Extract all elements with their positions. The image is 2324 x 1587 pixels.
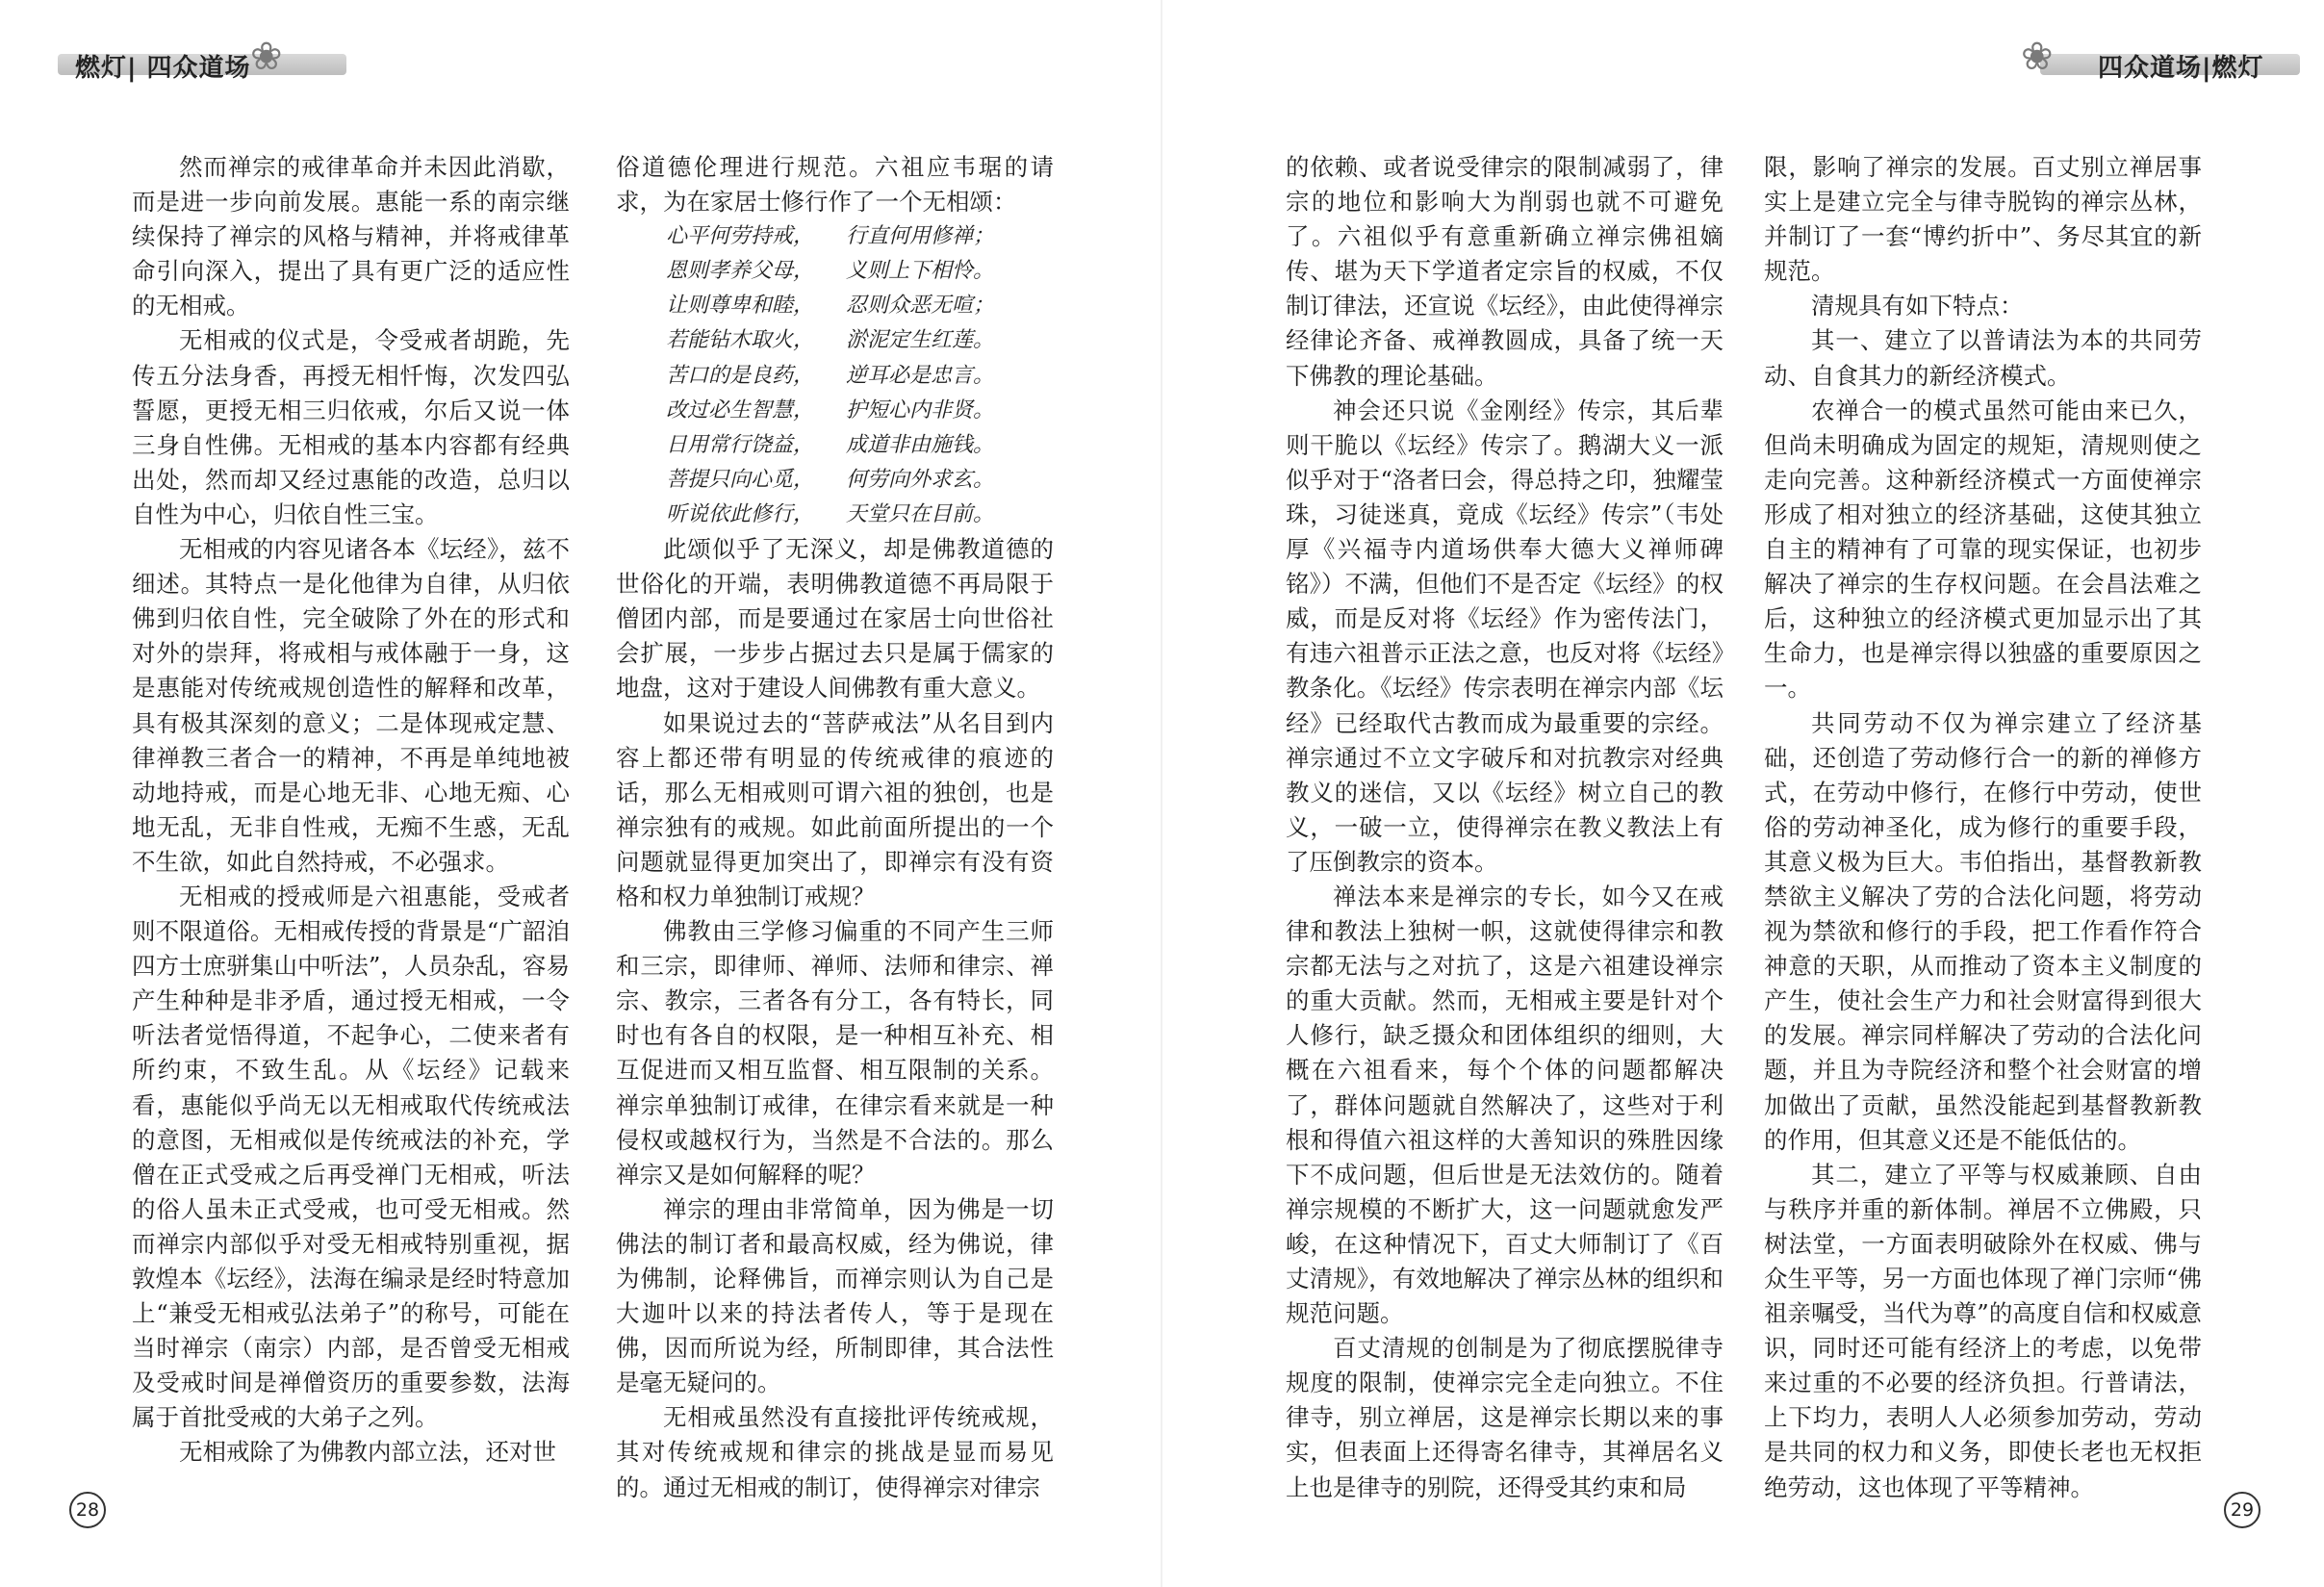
verse-line: 菩提只向心觅， 何劳向外求玄。 — [666, 467, 995, 492]
lotus-ornament-icon: ❀ — [2021, 35, 2054, 79]
paragraph: 的依赖、或者说受律宗的限制减弱了，律宗的地位和影响大为削弱也就不可避免了。六祖似乎有意重新确立禅宗佛祖嫡传、堪为天下学道者定宗旨的权威，不仅制订律法，还宣说《坛经》，由此使得禅宗经律论齐备、戒禅教圆成，具备了统一天下佛教的理论基础。 — [1286, 153, 1724, 390]
verse-line: 若能钻木取火， 淤泥定生红莲。 — [666, 328, 995, 353]
page-number: 28 — [69, 1492, 106, 1528]
paragraph: 无相戒虽然没有直接批评传统戒规，其对传统戒规和律宗的挑战是显而易见的。通过无相戒的制订，使得禅宗对律宗 — [616, 1403, 1054, 1501]
lotus-ornament-icon: ❀ — [250, 35, 283, 79]
verse-line: 苦口的是良药， 逆耳必是忠言。 — [666, 363, 995, 388]
paragraph: 佛教由三学修习偏重的不同产生三师和三宗，即律师、禅师、法师和律宗、禅宗、教宗，三者各有分工，各有特长，同时也有各自的权限，是一种相互补充、相互促进而又相互监督、相互限制的关系。禅宗单独制订戒律，在律宗看来就是一种侵权或越权行为，当然是不合法的。那么禅宗又是如何解释的呢？ — [616, 917, 1054, 1189]
column-4 — [1764, 150, 2202, 1505]
paragraph: 无相戒除了为佛教内部立法，还对世 — [179, 1438, 556, 1467]
paragraph: 禅法本来是禅宗的专长，如今又在戒律和教法上独树一帜，这就使得律宗和教宗都无法与之对抗了，这是六祖建设禅宗的重大贡献。然而，无相戒主要是针对个人修行，缺乏摄众和团体组织的细则，大概在六祖看来，每个个体的问题都解决了，群体问题就自然解决了，这些对于利根和得值六祖这样的大善知识的殊胜因缘下不成问题，但后世是无法效仿的。随着禅宗规模的不断扩大，这一问题就愈发严峻，在这种情况下，百丈大师制订了《百丈清规》，有效地解决了禅宗丛林的组织和规范问题。 — [1286, 882, 1724, 1328]
verse-line: 改过必生智慧， 护短心内非贤。 — [666, 397, 995, 422]
paragraph: 清规具有如下特点： — [1811, 292, 2024, 320]
paragraph: 其一、建立了以普请法为本的共同劳动、自食其力的新经济模式。 — [1764, 326, 2202, 390]
right-page — [1162, 0, 2324, 1587]
paragraph: 俗道德伦理进行规范。六祖应韦琚的请求，为在家居士修行作了一个无相颂： — [616, 153, 1054, 217]
header-title: 四众道场|燃灯 — [2098, 54, 2264, 83]
verse-line: 心平何劳持戒， 行直何用修禅； — [666, 224, 995, 249]
paragraph: 其二，建立了平等与权威兼顾、自由与秩序并重的新体制。禅居不立佛殿，只树法堂，一方面表明破除外在权威、佛与众生平等，另一方面也体现了禅门宗师“佛祖亲嘱受，当代为尊”的高度自信和权威意识，同时还可能有经济上的考虑，以免带来过重的不必要的经济负担。行普请法，上下均力，表明人人必须参加劳动，劳动是共同的权力和义务，即使长老也无权拒绝劳动，这也体现了平等精神。 — [1764, 1160, 2202, 1501]
paragraph: 然而禅宗的戒律革命并未因此消歇，而是进一步向前发展。惠能一系的南宗继续保持了禅宗的风格与精神，并将戒律革命引向深入，提出了具有更广泛的适应性的无相戒。 — [132, 153, 570, 320]
paragraph: 无相戒的仪式是，令受戒者胡跪，先传五分法身香，再授无相忏悔，次发四弘誓愿，更授无相三归依戒，尔后又说一体三身自性佛。无相戒的基本内容都有经典出处，然而却又经过惠能的改造，总归以自性为中心，归依自性三宝。 — [132, 326, 570, 528]
paragraph: 共同劳动不仅为禅宗建立了经济基础，还创造了劳动修行合一的新的禅修方式，在劳动中修行，在修行中劳动，使世俗的劳动神圣化，成为修行的重要手段，其意义极为巨大。韦伯指出，基督教新教禁欲主义解决了劳的合法化问题，将劳动视为禁欲和修行的手段，把工作看作符合神意的天职，从而推动了资本主义制度的产生，使社会生产力和社会财富得到很大的发展。禅宗同样解决了劳动的合法化问题，并且为寺院经济和整个社会财富的增加做出了贡献，虽然没能起到基督教新教的作用，但其意义还是不能低估的。 — [1764, 708, 2202, 1154]
header-title: 燃灯| 四众道场 — [75, 54, 251, 83]
paragraph: 百丈清规的创制是为了彻底摆脱律寺规度的限制，使禅宗完全走向独立。不住律寺，别立禅居，这是禅宗长期以来的事实，但表面上还得寄名律寺，其禅居名义上也是律寺的别院，还得受其约束和局 — [1286, 1334, 1724, 1501]
paragraph: 限，影响了禅宗的发展。百丈别立禅居事实上是建立完全与律寺脱钩的禅宗丛林，并制订了一套“博约折中”、务尽其宜的新规范。 — [1764, 153, 2202, 286]
column-2 — [616, 150, 1054, 1505]
verse-line: 日用常行饶益， 成道非由施钱。 — [666, 432, 995, 457]
column-1 — [132, 150, 570, 1471]
column-3 — [1286, 150, 1724, 1505]
paragraph: 神会还只说《金刚经》传宗，其后辈则干脆以《坛经》传宗了。鹅湖大义一派似乎对于“洛者曰会，得总持之印，独耀莹珠，习徒迷真，竟成《坛经》传宗”（韦处厚《兴福寺内道场供奉大德大义禅师碑铭》）不满，但他们不是否定《坛经》的权威，而是反对将《坛经》作为密传法门，有违六祖普示正法之意，也反对将《坛经》教条化。《坛经》传宗表明在禅宗内部《坛经》已经取代古教而成为最重要的宗经。禅宗通过不立文字破斥和对抗教宗对经典教义的迷信，又以《坛经》树立自己的教义，一破一立，使得禅宗在教义教法上有了压倒教宗的资本。 — [1286, 396, 1724, 876]
paragraph: 此颂似乎了无深义，却是佛教道德的世俗化的开端，表明佛教道德不再局限于僧团内部，而是要通过在家居士向世俗社会扩展，一步步占据过去只是属于儒家的地盘，这对于建设人间佛教有重大意义。 — [616, 535, 1054, 703]
paragraph: 无相戒的内容见诸各本《坛经》，兹不细述。其特点一是化他律为自律，从归依佛到归依自性，完全破除了外在的形式和对外的崇拜，将戒相与戒体融于一身，这是惠能对传统戒规创造性的解释和改革，具有极其深刻的意义；二是体现戒定慧、律禅教三者合一的精神，不再是单纯地被动地持戒，而是心地无非、心地无痴、心地无乱，无非自性戒，无痴不生惑，无乱不生欲，如此自然持戒，不必强求。 — [132, 535, 570, 876]
paragraph: 农禅合一的模式虽然可能由来已久，但尚未明确成为固定的规矩，清规则使之走向完善。这种新经济模式一方面使禅宗形成了相对独立的经济基础，这使其独立自主的精神有了可靠的现实保证，也初步解决了禅宗的生存权问题。在会昌法难之后，这种独立的经济模式更加显示出了其生命力，也是禅宗得以独盛的重要原因之一。 — [1764, 396, 2202, 703]
verse-block — [616, 219, 1054, 532]
verse-line: 让则尊卑和睦， 忍则众恶无喧； — [666, 294, 995, 319]
verse-line: 恩则孝养父母， 义则上下相怜。 — [666, 259, 995, 284]
paragraph: 如果说过去的“菩萨戒法”从名目到内容上都还带有明显的传统戒律的痕迹的话，那么无相戒则可谓六祖的独创，也是禅宗独有的戒规。如此前面所提出的一个问题就显得更加突出了，即禅宗有没有资格和权力单独制订戒规？ — [616, 708, 1054, 910]
right-header — [2021, 35, 2310, 87]
verse-line: 听说依此修行， 天堂只在目前。 — [666, 501, 995, 526]
page-number: 29 — [2224, 1492, 2260, 1528]
left-header — [58, 35, 366, 87]
paragraph: 无相戒的授戒师是六祖惠能，受戒者则不限道俗。无相戒传授的背景是“广韶洎四方士庶骈集山中听法”，人员杂乱，容易产生种种是非矛盾，通过授无相戒，一令听法者觉悟得道，不起争心，二使来者有所约束，不致生乱。从《坛经》记载来看，惠能似乎尚无以无相戒取代传统戒法的意图，无相戒似是传统戒法的补充，学僧在正式受戒之后再受禅门无相戒，听法的俗人虽未正式受戒，也可受无相戒。然而禅宗内部似乎对受无相戒特别重视，据敦煌本《坛经》，法海在编录是经时特意加上“兼受无相戒弘法弟子”的称号，可能在当时禅宗（南宗）内部，是否曾受无相戒及受戒时间是禅僧资历的重要参数，法海属于首批受戒的大弟子之列。 — [132, 882, 570, 1432]
paragraph: 禅宗的理由非常简单，因为佛是一切佛法的制订者和最高权威，经为佛说，律为佛制，论释佛旨，而禅宗则认为自己是大迦叶以来的持法者传人，等于是现在佛，因而所说为经，所制即律，其合法性是毫无疑问的。 — [616, 1194, 1054, 1397]
